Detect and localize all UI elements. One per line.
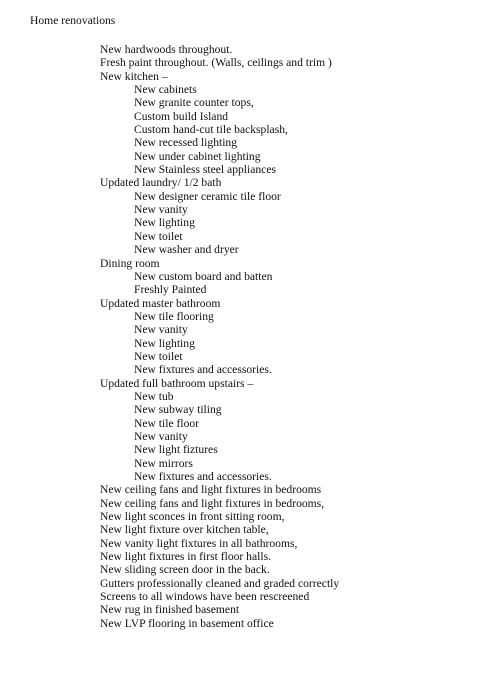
sub-list-item: New fixtures and accessories. [134, 363, 272, 377]
sub-list-item: New vanity [134, 323, 188, 337]
list-item: Dining room [100, 256, 160, 270]
list-item: Updated laundry/ 1/2 bath [100, 176, 222, 190]
renovation-list [0, 43, 480, 630]
sub-list-item: New Stainless steel appliances [134, 163, 276, 177]
sub-list-item: New lighting [134, 216, 195, 230]
sub-list-item: New under cabinet lighting [134, 149, 261, 163]
sub-list-item: New lighting [134, 336, 195, 350]
list-item: Updated full bathroom upstairs – [100, 376, 254, 390]
sub-list-item: New vanity [134, 429, 188, 443]
list-item: New LVP flooring in basement office [100, 616, 274, 630]
list-item: Gutters professionally cleaned and graded correctly [100, 576, 340, 590]
list-item: New kitchen – [100, 69, 168, 83]
sub-list-item: New subway tiling [134, 403, 222, 417]
sub-list-item: Custom build Island [134, 109, 229, 123]
sub-list-item: New light fiztures [134, 443, 218, 457]
sub-list-item: Custom hand-cut tile backsplash, [134, 123, 288, 137]
list-item: Screens to all windows have been rescreened [100, 590, 310, 604]
list-item: New ceiling fans and light fixtures in bedrooms [100, 483, 322, 497]
list-item: New sliding screen door in the back. [100, 563, 270, 577]
list-item: New rug in finished basement [100, 603, 240, 617]
sub-list-item: New tub [134, 389, 174, 403]
list-item: New ceiling fans and light fixtures in bedrooms, [100, 496, 325, 510]
list-item: New hardwoods throughout. [100, 43, 233, 56]
sub-list-item: New toilet [134, 349, 183, 363]
list-item: New light fixture over kitchen table, [100, 523, 269, 537]
list-item: Updated master bathroom [100, 296, 221, 310]
sub-list-item: New tile floor [134, 416, 200, 430]
sub-list-item: New washer and dryer [134, 243, 239, 257]
list-item: New vanity light fixtures in all bathrooms, [100, 536, 298, 550]
list-item: Fresh paint throughout. (Walls, ceilings and trim ) [100, 56, 332, 70]
sub-list-item: New fixtures and accessories. [134, 470, 272, 483]
sub-list-item: New mirrors [134, 456, 193, 470]
sub-list-item: New designer ceramic tile floor [134, 189, 281, 203]
sub-list-item: New tile flooring [134, 309, 214, 323]
sub-list-item: New recessed lighting [134, 136, 238, 150]
sub-list-item: Freshly Painted [134, 283, 207, 297]
sub-list-item: New custom board and batten [134, 269, 273, 283]
sub-list-item: New cabinets [134, 83, 197, 97]
sub-list-item: New granite counter tops, [134, 96, 254, 110]
sub-list-item: New toilet [134, 229, 183, 243]
list-item: New light sconces in front sitting room, [100, 510, 285, 524]
sub-list-item: New vanity [134, 203, 188, 217]
page-title: Home renovations [30, 14, 116, 27]
list-item: New light fixtures in first floor halls. [100, 550, 271, 564]
